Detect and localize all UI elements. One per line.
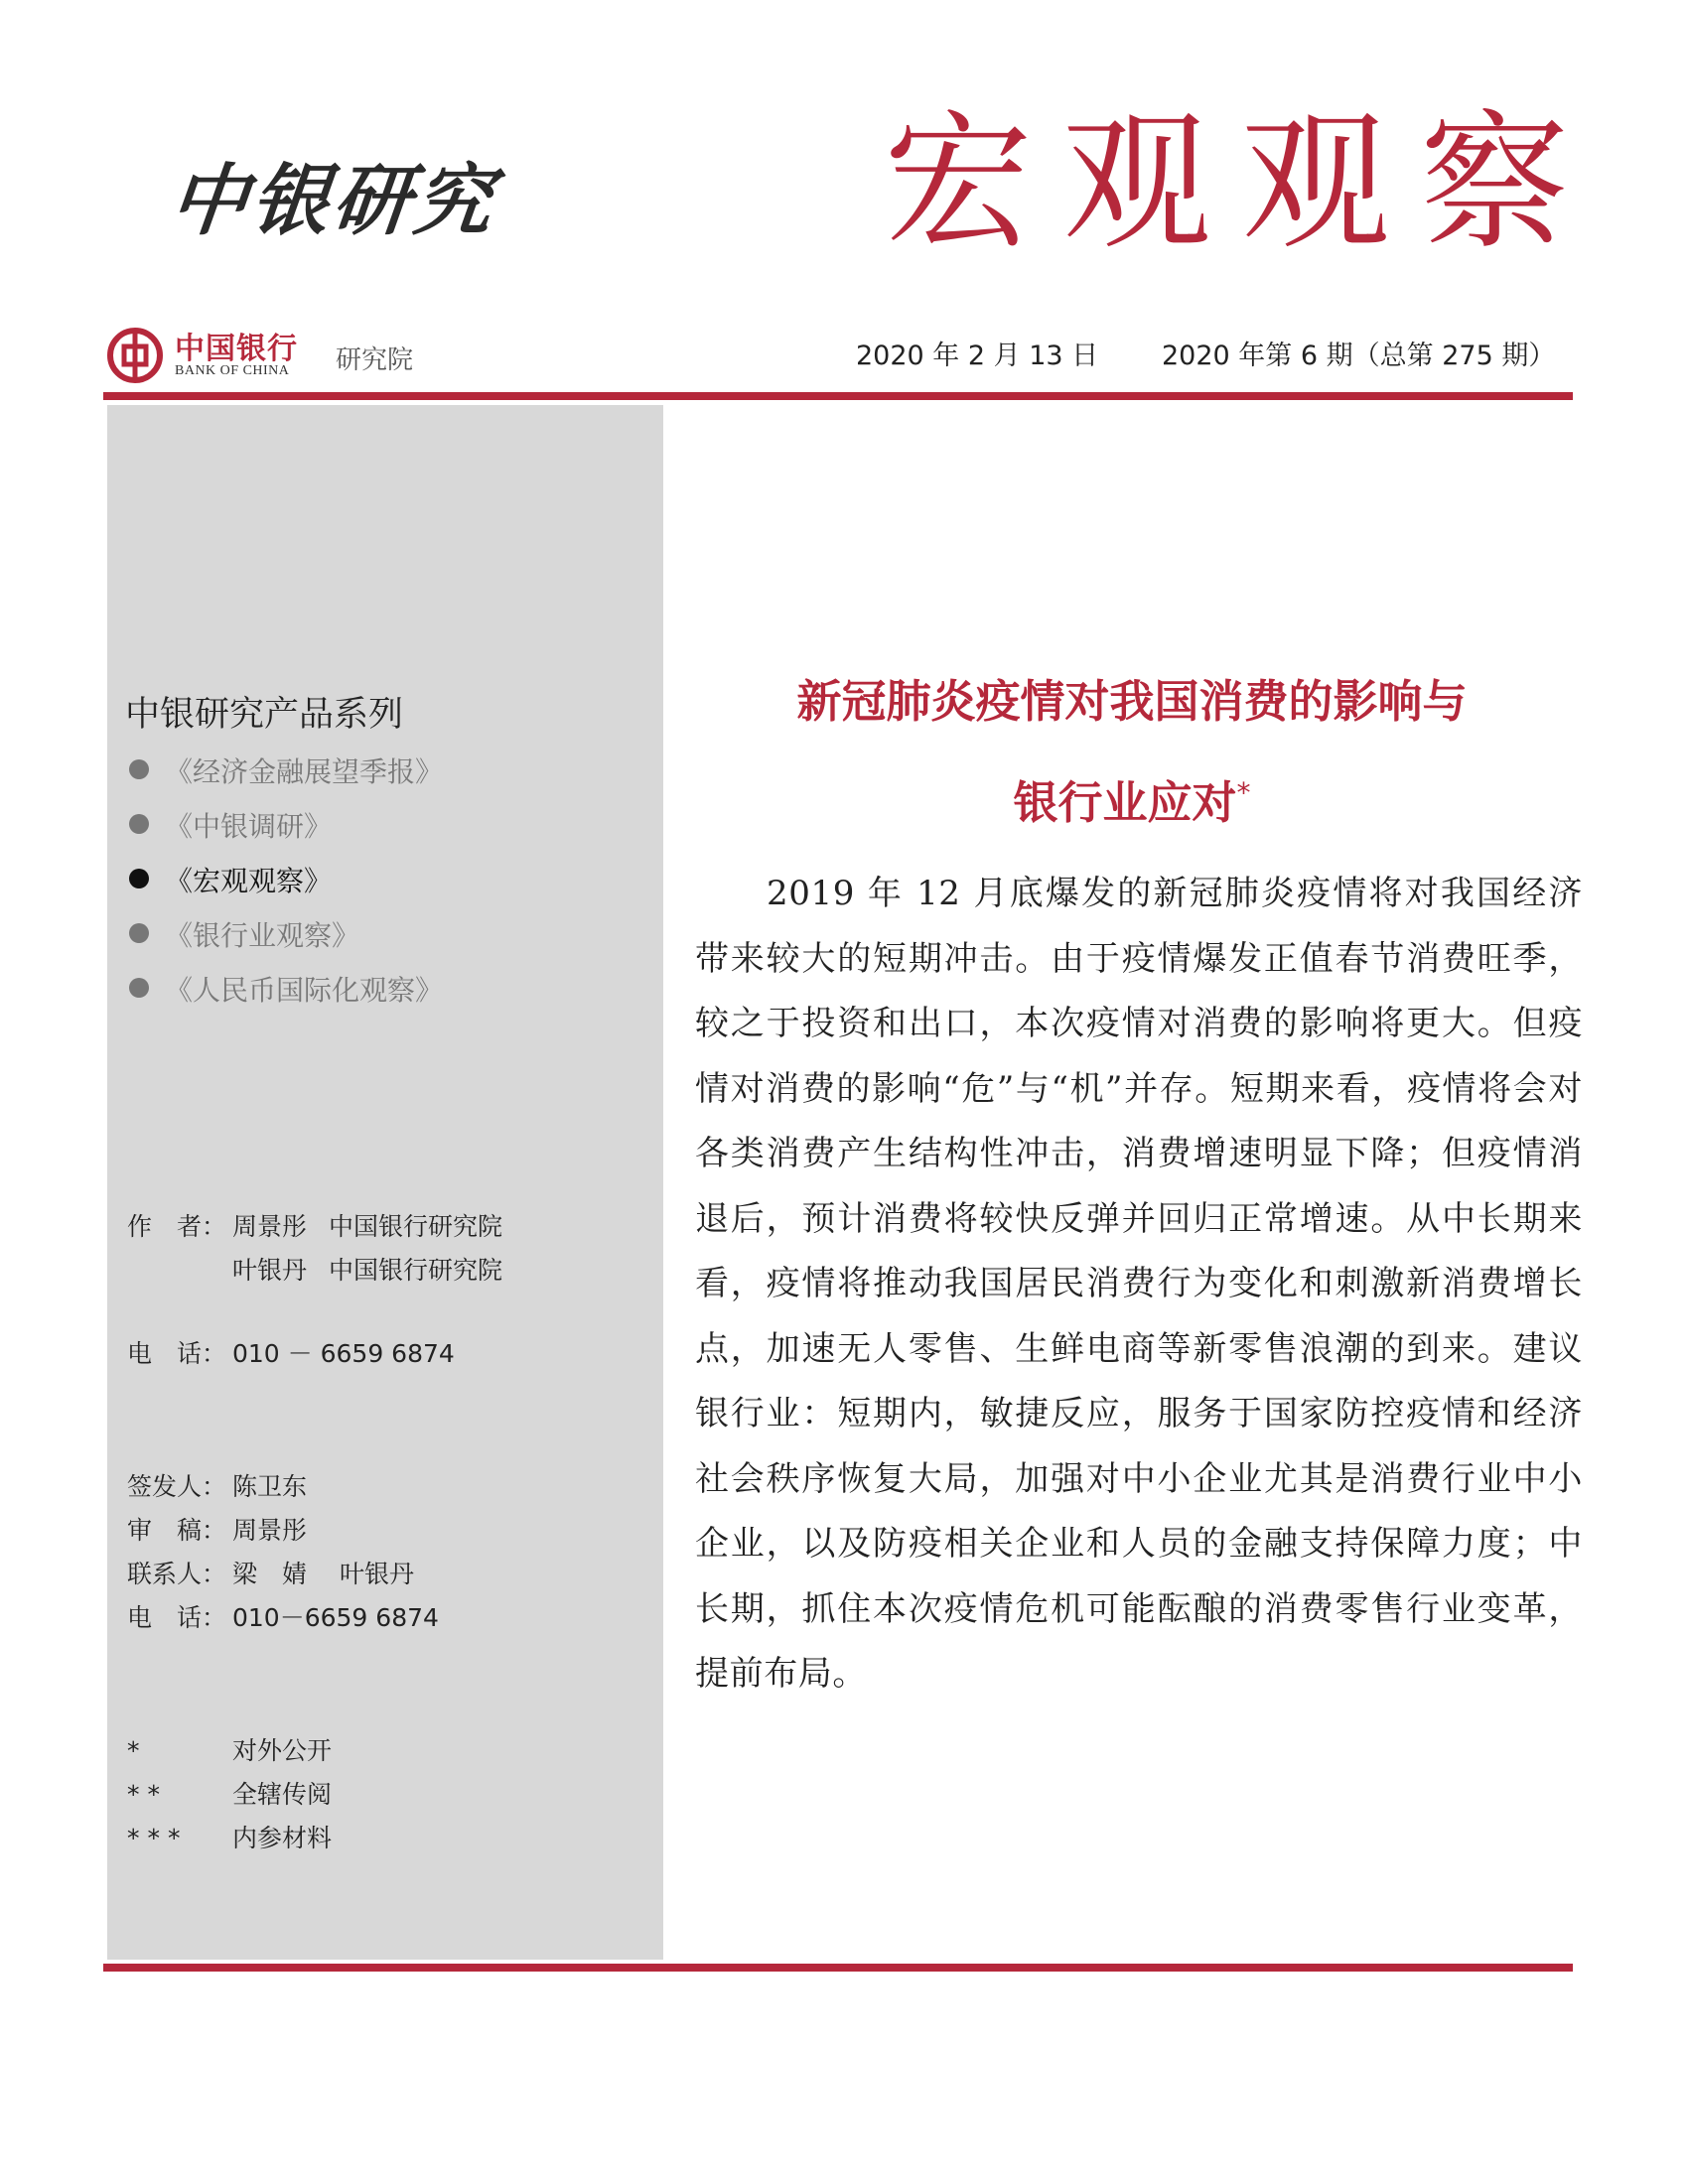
- phone-label: 电 话：: [127, 1603, 227, 1632]
- header-divider: [103, 392, 1573, 400]
- level-mark: **: [127, 1780, 168, 1809]
- reviewer-name: 周景彤: [232, 1516, 308, 1545]
- issuer-name: 陈卫东: [232, 1472, 308, 1501]
- issuer-line: [127, 1467, 307, 1503]
- bank-of-china-emblem-icon: [107, 328, 163, 383]
- series-title: 中银研究产品系列: [125, 695, 404, 735]
- article-title-mark: *: [1236, 776, 1251, 809]
- level-text: 内参材料: [232, 1824, 333, 1852]
- issuer-label: 签发人：: [127, 1472, 227, 1501]
- bullet-icon: [129, 814, 149, 834]
- level-mark: *: [127, 1736, 148, 1765]
- level-text: 对外公开: [232, 1736, 333, 1765]
- bullet-icon: [129, 869, 149, 888]
- author-name: 叶银丹: [232, 1256, 308, 1285]
- bank-name-en: BANK OF CHINA: [175, 363, 290, 378]
- article-abstract: 2019 年 12 月底爆发的新冠肺炎疫情将对我国经济带来较大的短期冲击。由于疫情爆发正值春节消费旺季，较之于投资和出口，本次疫情对消费的影响将更大。但疫情对消费的影响“危”与“机”并存。短期来看，疫情将会对各类消费产生结构性冲击，消费增速明显下降；但疫情消退后，预计消费将较快反弹并回归正常增速。从中长期来看，疫情将推动我国居民消费行为变化和刺激新消费增长点，加速无人零售、生鲜电商等新零售浪潮的到来。建议银行业：短期内，敏捷反应，服务于国家防控疫情和经济社会秩序恢复大局，加强对中小企业尤其是消费行业中小企业，以及防疫相关企业和人员的金融支持保障力度；中长期，抓住本次疫情危机可能酝酿的消费零售行业变革，提前布局。: [695, 874, 1583, 1694]
- footer-divider: [103, 1964, 1573, 1972]
- series-item: [129, 751, 443, 790]
- series-item-active: [129, 860, 332, 899]
- sidebar-panel: [107, 405, 663, 1960]
- phone-number: 010 － 6659 6874: [232, 1339, 455, 1368]
- level-line: [127, 1775, 332, 1811]
- series-item: [129, 969, 443, 1009]
- publication-title: 宏观观察: [884, 97, 1600, 270]
- phone-number: 010－6659 6874: [232, 1603, 439, 1632]
- issue-number: 2020 年第 6 期（总第 275 期）: [1162, 341, 1556, 371]
- author-name: 周景彤: [232, 1212, 308, 1241]
- calligraphy-logo: 中银研究: [165, 156, 501, 246]
- article-title-line-1: 新冠肺炎疫情对我国消费的影响与: [796, 675, 1468, 728]
- author-line: [127, 1251, 502, 1287]
- series-item-label: 《宏观观察》: [165, 865, 333, 897]
- series-item: [129, 914, 359, 954]
- series-item-label: 《人民币国际化观察》: [165, 974, 444, 1007]
- issue-date: 2020 年 2 月 13 日: [856, 341, 1099, 371]
- reviewer-line: [127, 1511, 307, 1547]
- article-title-line-2: [675, 766, 1589, 831]
- level-line: [127, 1819, 332, 1854]
- bullet-icon: [129, 759, 149, 779]
- level-mark: ***: [127, 1824, 189, 1852]
- series-item-label: 《银行业观察》: [165, 919, 360, 952]
- bank-name-cn: 中国银行: [175, 332, 298, 366]
- bullet-icon: [129, 978, 149, 998]
- author-org: 中国银行研究院: [329, 1212, 503, 1241]
- author-line: [127, 1207, 502, 1243]
- article-title-text: 银行业应对: [1013, 776, 1237, 829]
- contact-line: [127, 1555, 414, 1590]
- series-item-label: 《中银调研》: [165, 810, 333, 843]
- bullet-icon: [129, 923, 149, 943]
- level-text: 全辖传阅: [232, 1780, 333, 1809]
- series-item-label: 《经济金融展望季报》: [165, 755, 444, 788]
- institute-label: 研究院: [336, 345, 414, 375]
- level-line: [127, 1731, 332, 1767]
- phone-line: [127, 1334, 455, 1370]
- authors-label: 作 者：: [127, 1212, 227, 1241]
- contact-label: 联系人：: [127, 1560, 227, 1588]
- author-org: 中国银行研究院: [329, 1256, 503, 1285]
- contact-names: 梁 婧 叶银丹: [232, 1560, 414, 1588]
- phone-label: 电 话：: [127, 1339, 227, 1368]
- reviewer-label: 审 稿：: [127, 1516, 227, 1545]
- series-item: [129, 805, 332, 845]
- phone-line-2: [127, 1598, 439, 1634]
